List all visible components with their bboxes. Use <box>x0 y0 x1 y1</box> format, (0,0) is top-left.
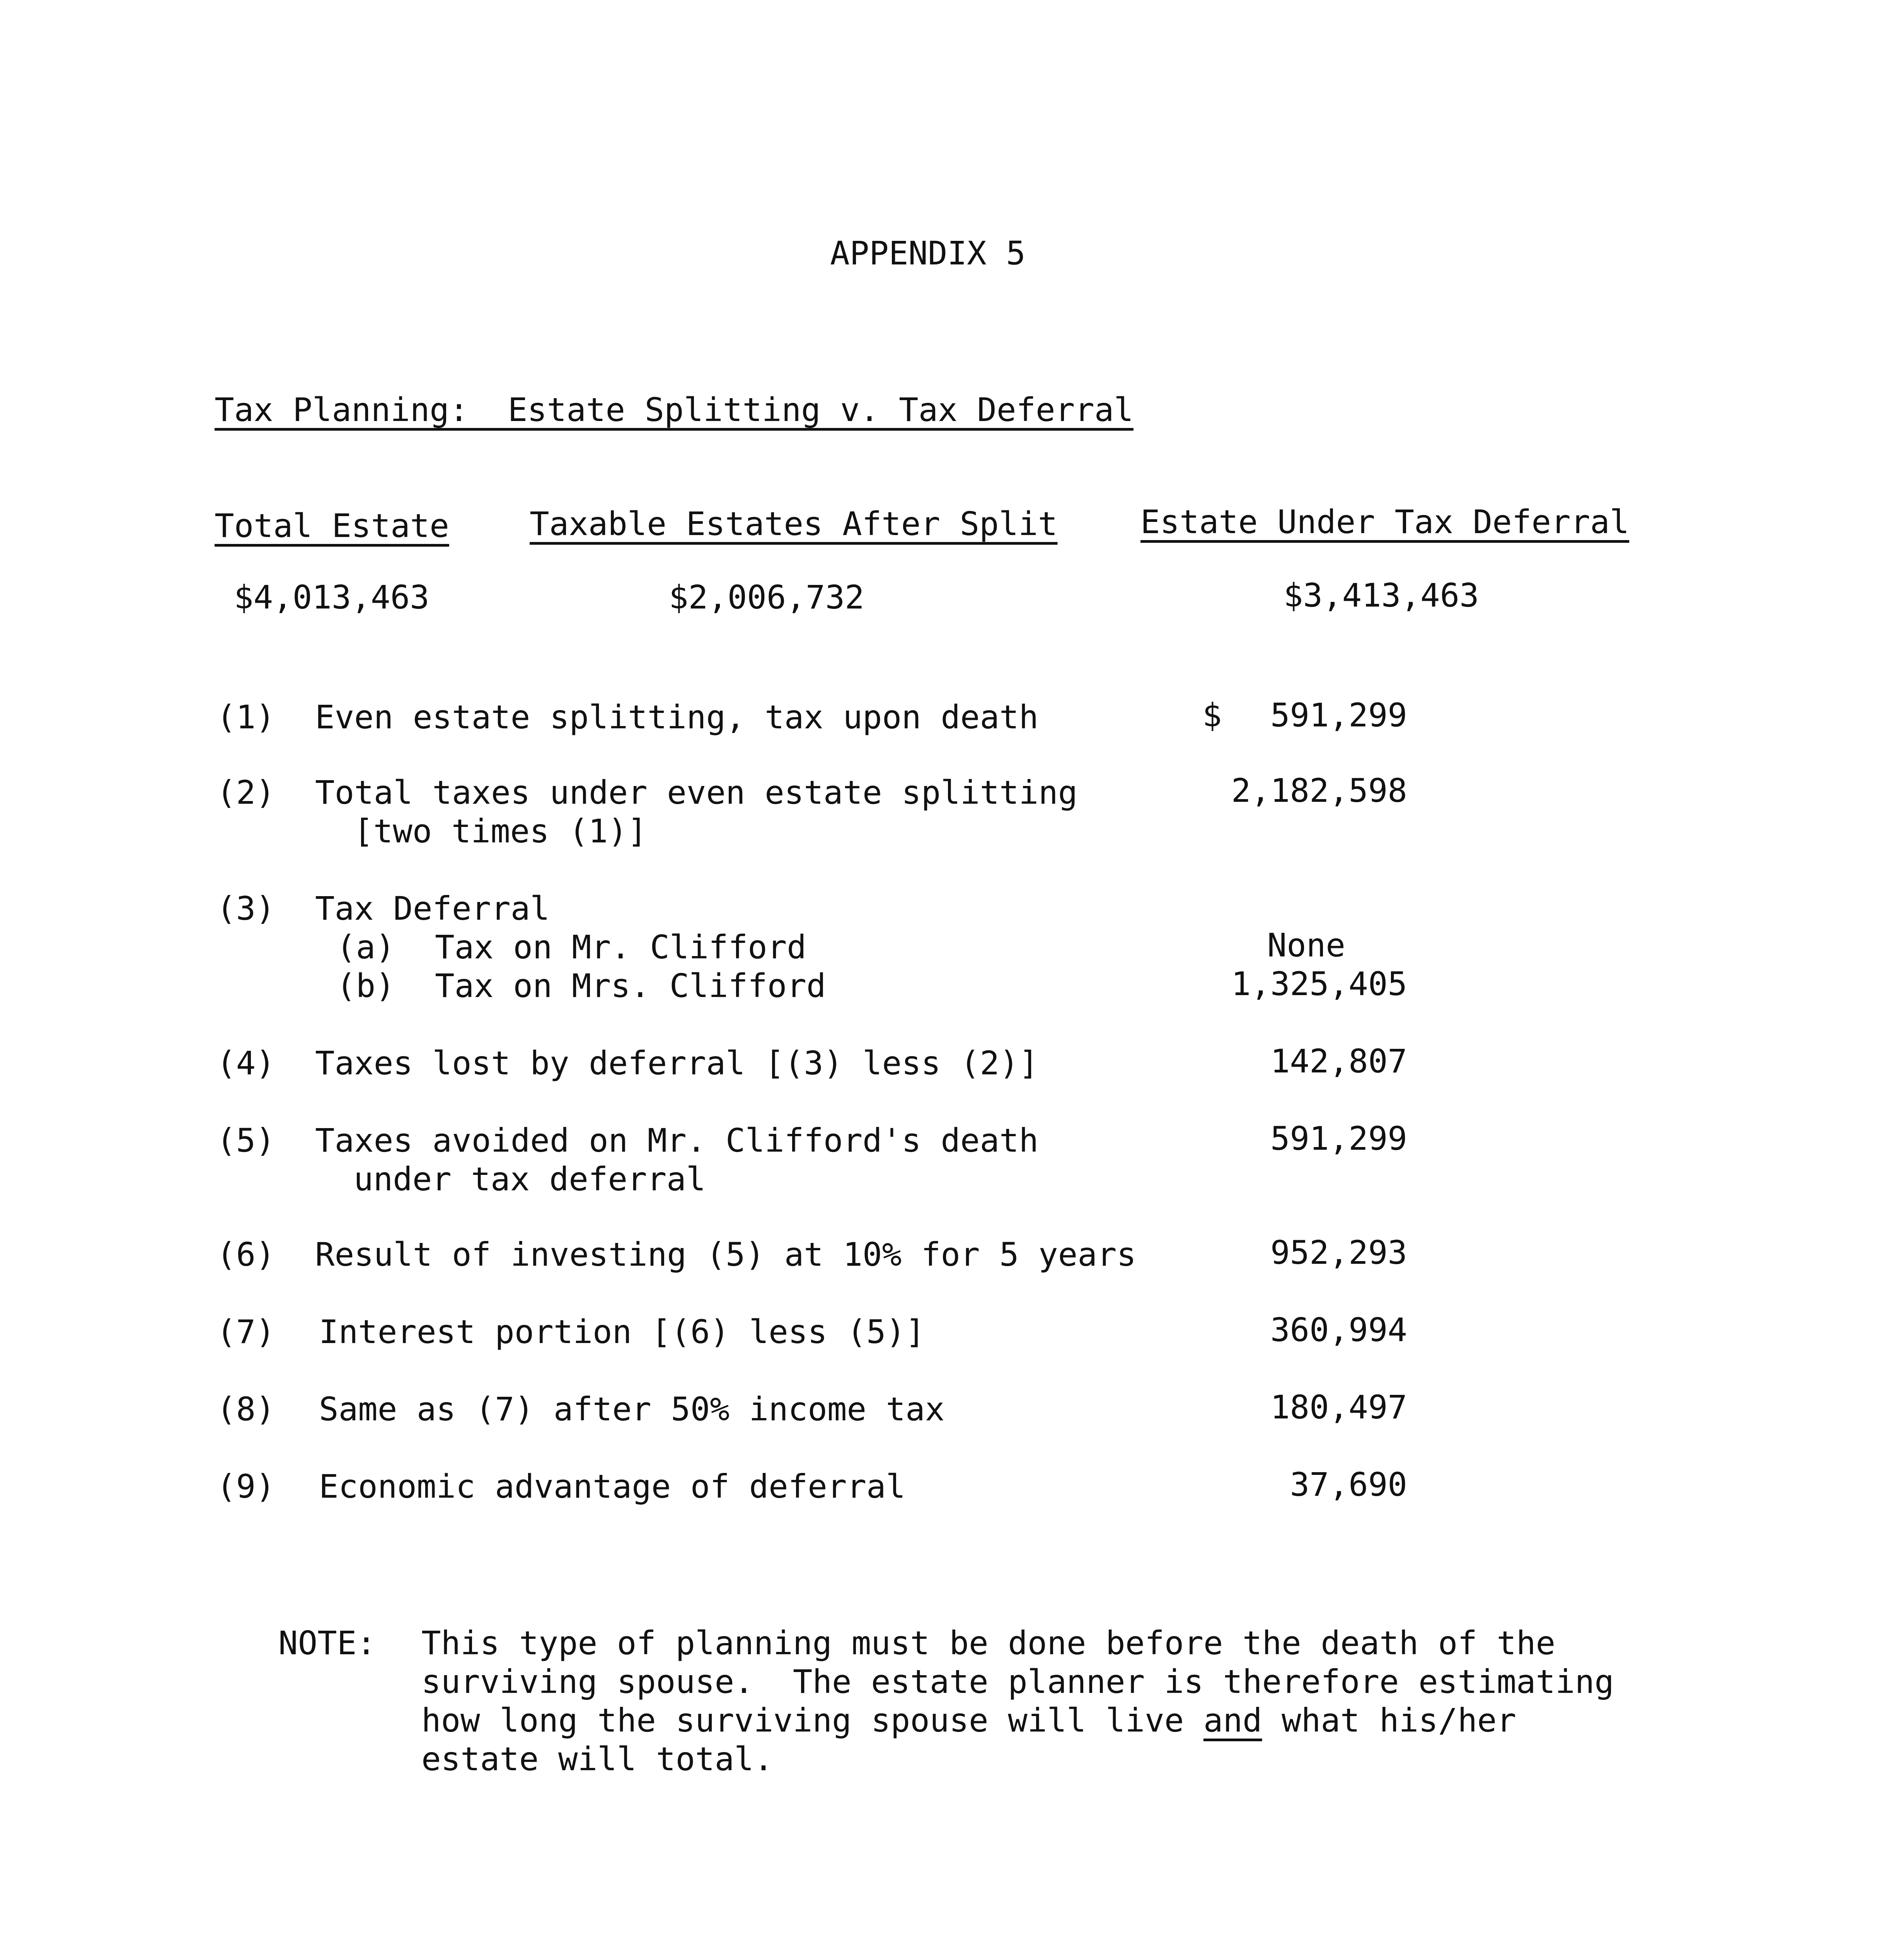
item-value: 180,497 <box>1270 1388 1407 1426</box>
subitem-label: Tax on Mr. Clifford <box>435 928 806 966</box>
item-label: Economic advantage of deferral <box>319 1468 906 1505</box>
header-total-estate: Total Estate <box>215 507 449 545</box>
item-value: 142,807 <box>1270 1042 1407 1080</box>
item-number: (6) <box>216 1236 275 1273</box>
header-taxable-after-split: Taxable Estates After Split <box>530 505 1058 543</box>
item-value: 591,299 <box>1270 1120 1407 1157</box>
subitem-number: (a) <box>336 928 395 966</box>
item-label: Result of investing (5) at 10% for 5 years <box>315 1236 1137 1273</box>
value-taxable-after-split: $2,006,732 <box>669 578 864 616</box>
item-label-continuation: [two times (1)] <box>354 812 647 850</box>
item-number: (5) <box>216 1122 275 1159</box>
note-line: This type of planning must be done before the death of the <box>421 1624 1556 1662</box>
item-label: Taxes avoided on Mr. Clifford's death <box>315 1122 1039 1159</box>
note-label: NOTE: <box>278 1624 376 1662</box>
item-label: Even estate splitting, tax upon death <box>315 698 1039 736</box>
currency-symbol: $ <box>1202 696 1222 734</box>
item-label-continuation: under tax deferral <box>354 1160 706 1198</box>
item-label: Interest portion [(6) less (5)] <box>319 1313 925 1351</box>
item-number: (1) <box>216 698 275 736</box>
note-line <box>421 1701 1516 1740</box>
item-label: Taxes lost by deferral [(3) less (2)] <box>315 1044 1039 1082</box>
item-number: (4) <box>216 1044 275 1082</box>
subitem-value: None <box>1267 926 1345 964</box>
item-number: (9) <box>216 1468 275 1505</box>
note-text: what his/her <box>1262 1701 1517 1739</box>
item-number: (7) <box>216 1313 275 1351</box>
note-text: how long the surviving spouse will live <box>421 1701 1203 1739</box>
item-number: (2) <box>216 774 275 811</box>
item-value: 591,299 <box>1270 696 1407 734</box>
item-label: Total taxes under even estate splitting <box>315 774 1078 811</box>
item-value: 37,690 <box>1290 1466 1407 1503</box>
item-label: Tax Deferral <box>315 890 550 927</box>
item-value: 360,994 <box>1270 1311 1407 1349</box>
value-under-deferral: $3,413,463 <box>1284 576 1479 614</box>
item-value: 952,293 <box>1270 1234 1407 1272</box>
note-line: surviving spouse. The estate planner is therefore estimating <box>421 1663 1614 1701</box>
note-line: estate will total. <box>421 1740 774 1778</box>
value-total-estate: $4,013,463 <box>234 578 430 616</box>
subitem-label: Tax on Mrs. Clifford <box>435 967 826 1005</box>
appendix-heading: APPENDIX 5 <box>830 234 1026 272</box>
item-number: (8) <box>216 1390 275 1428</box>
item-label: Same as (7) after 50% income tax <box>319 1390 945 1428</box>
header-under-deferral: Estate Under Tax Deferral <box>1140 503 1630 541</box>
item-number: (3) <box>216 890 275 927</box>
item-value: 2,182,598 <box>1231 772 1407 810</box>
subitem-number: (b) <box>336 967 395 1005</box>
document-title: Tax Planning: Estate Splitting v. Tax Deferral <box>215 391 1134 429</box>
subitem-value: 1,325,405 <box>1231 965 1407 1003</box>
note-emphasis: and <box>1203 1701 1262 1739</box>
